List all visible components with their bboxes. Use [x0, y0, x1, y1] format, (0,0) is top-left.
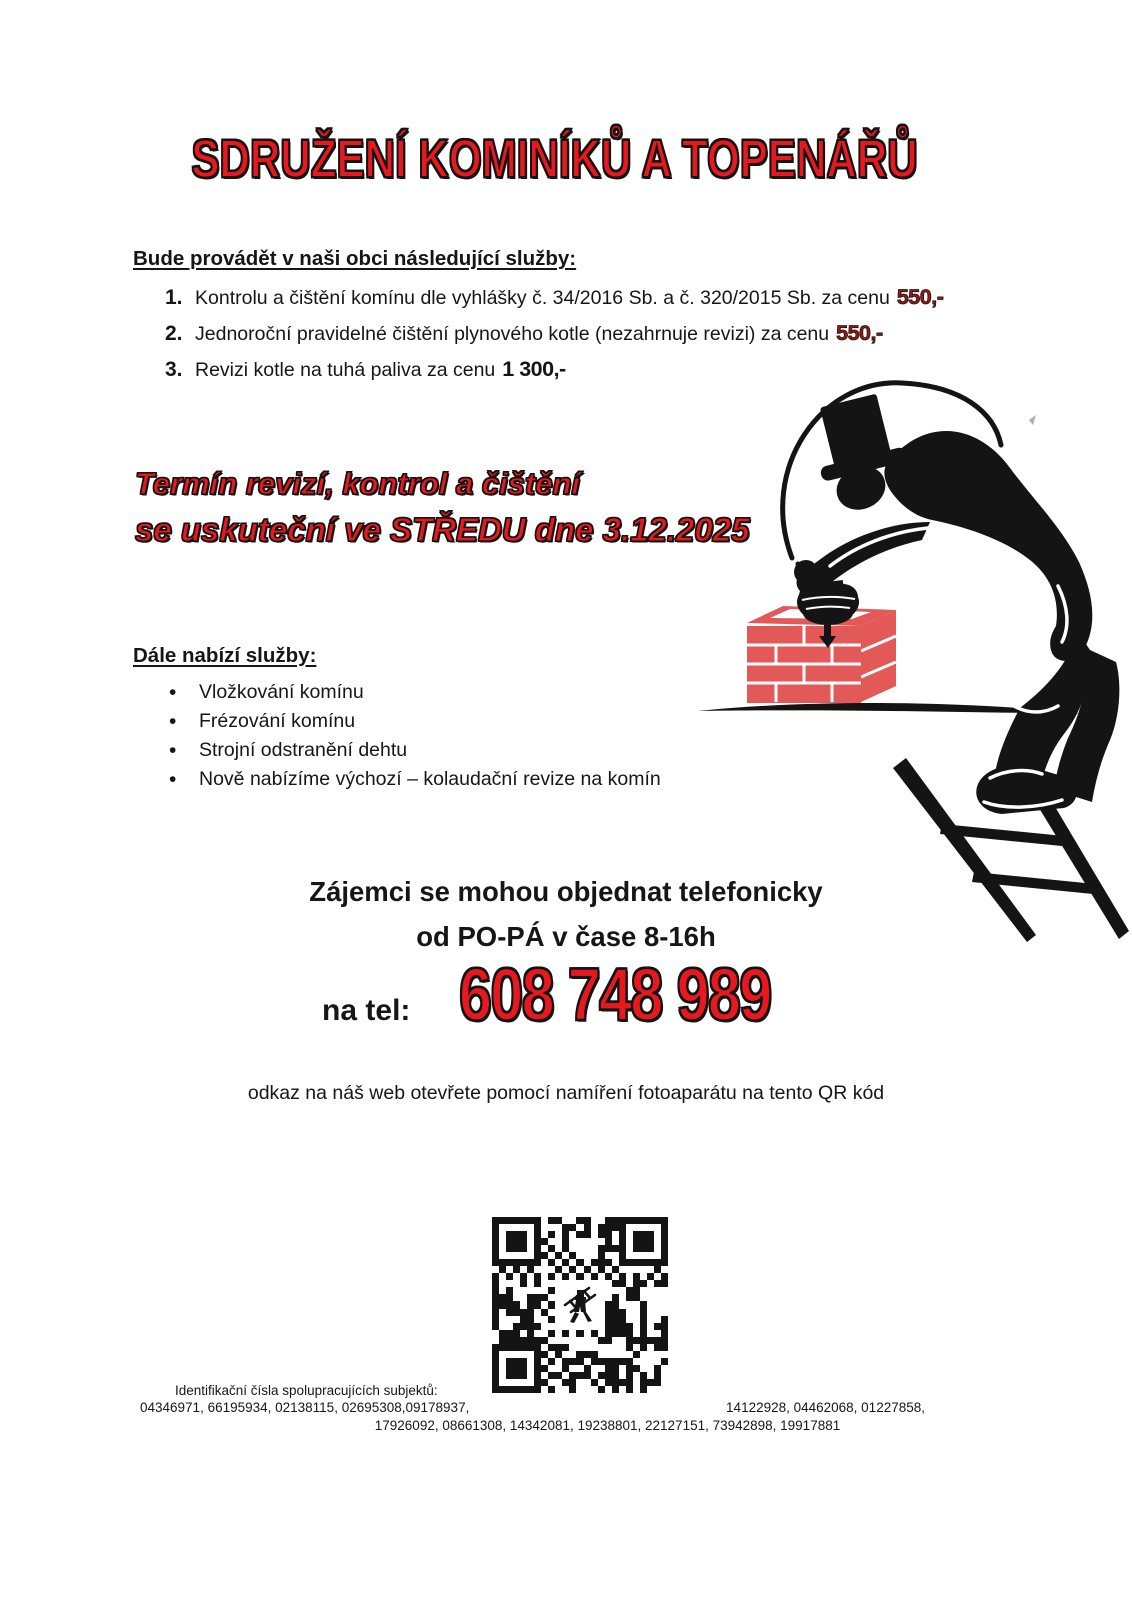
list-item: • Vložkování komínu [133, 678, 661, 707]
list-item: • Nově nabízíme výchozí – kolaudační revize na komín [133, 765, 661, 794]
appointment-line1: Termín revizí, kontrol a čištění [135, 466, 581, 501]
qr-caption: odkaz na náš web otevřete pomocí namíření fotoaparátu na tento QR kód [247, 1082, 885, 1104]
page-title-text: SDRUŽENÍ KOMINÍKŮ A TOPENÁŘŮ [191, 129, 919, 189]
service-item-text: Jednoroční pravidelné čištění plynového kotle (nezahrnuje revizi) za cenu [195, 323, 830, 345]
service-item-number: 2. [165, 322, 183, 345]
service-item [133, 316, 943, 352]
more-services-section [133, 644, 661, 794]
phone-number: 608 748 989 [459, 953, 771, 1036]
service-item-number: 1. [165, 286, 183, 309]
more-services-list [133, 678, 661, 794]
contact-line1: Zájemci se mohou objednat telefonicky [309, 876, 823, 907]
footer-heading: Identifikační čísla spolupracujících subjektů: [175, 1383, 438, 1398]
services-heading: Bude provádět v naši obci následující služby: [133, 247, 577, 270]
service-item [133, 280, 943, 316]
service-item-price: 550,- [896, 285, 944, 309]
service-item-text: Revizi kotle na tuhá paliva za cenu [195, 359, 496, 381]
list-item: • Strojní odstranění dehtu [133, 736, 661, 765]
service-item-text: Kontrolu a čištění komínu dle vyhlášky č. 34/2016 Sb. a č. 320/2015 Sb. za cenu [195, 287, 890, 309]
qr-code [492, 1217, 668, 1393]
list-item: • Frézování komínu [133, 707, 661, 736]
service-item-number: 3. [165, 358, 183, 381]
chimney-sweep-illustration [630, 350, 1132, 950]
service-item-price: 550,- [836, 321, 883, 345]
contact-block [0, 869, 1132, 959]
more-services-heading: Dále nabízí služby: [133, 644, 317, 667]
service-item-price: 1 300,- [502, 357, 566, 381]
phone-label: na tel: [322, 994, 411, 1027]
qr-logo-icon [557, 1282, 603, 1328]
page-title [0, 128, 1110, 190]
footer-ids-row [140, 1400, 925, 1415]
contact-line2: od PO-PÁ v čase 8-16h [416, 921, 716, 952]
appointment-line2: se uskuteční ve STŘEDU dne 3.12.2025 [135, 511, 750, 548]
footer-ids-right: 14122928, 04462068, 01227858, [726, 1400, 925, 1415]
footer-ids-bottom: 17926092, 08661308, 14342081, 19238801, 22127151, 73942898, 19917881 [374, 1418, 841, 1433]
scan-artifact [1029, 415, 1036, 425]
footer-ids-left: 04346971, 66195934, 02138115, 02695308,09178937, [140, 1400, 470, 1415]
phone-row [0, 952, 1132, 1037]
